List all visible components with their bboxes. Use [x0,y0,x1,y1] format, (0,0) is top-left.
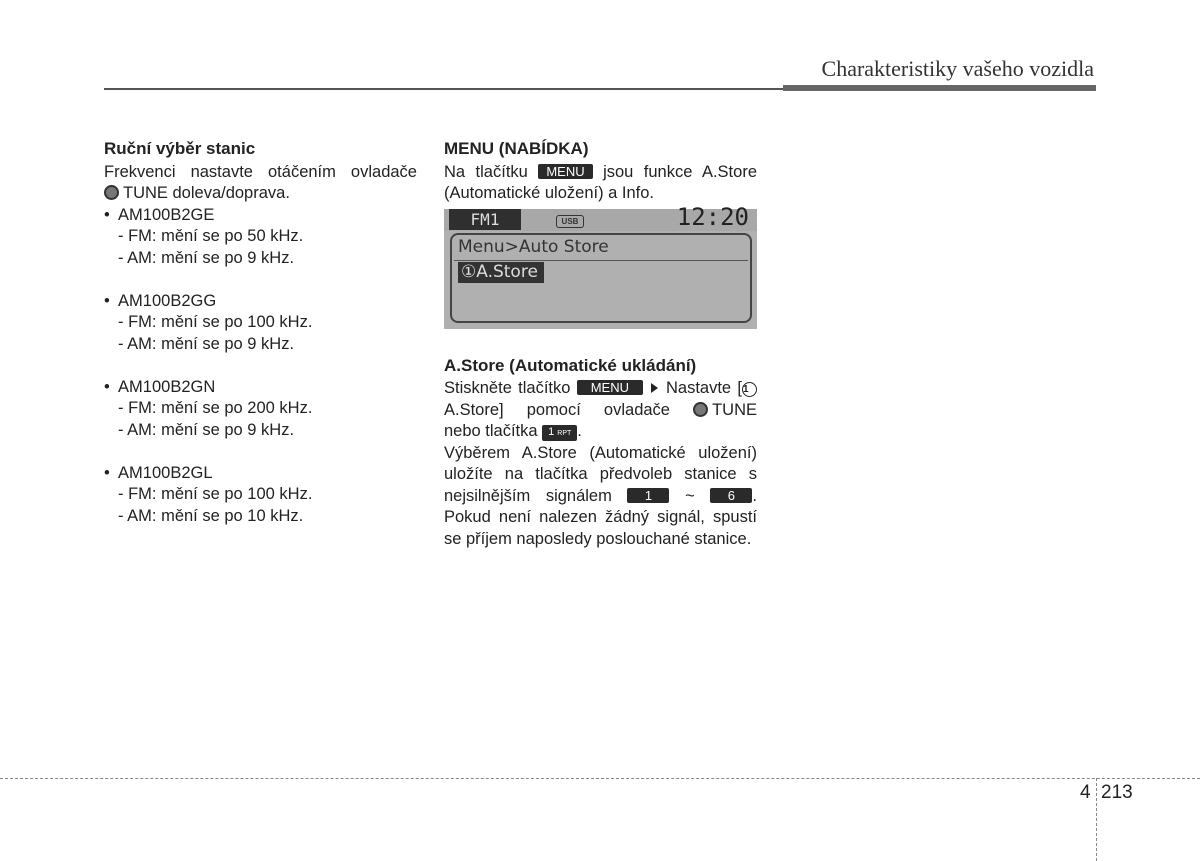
model-name: AM100B2GN [118,377,216,396]
model-item [104,205,417,227]
astore-desc-a: Výběrem A.Store (Automatické uložení) uložíte na tlačítka předvoleb stanice s nejsilnějším signálem [444,443,757,505]
model-am-step: - AM: mění se po 9 kHz. [118,334,295,353]
preset-1-button-icon: 1 [627,488,669,503]
model-fm-step: - FM: mění se po 200 kHz. [118,399,313,417]
display-menu-panel [450,233,752,323]
display-selected-item: ①A.Store [458,262,544,283]
header-title: Charakteristiky vašeho vozidla [821,56,1094,81]
left-column [104,138,417,527]
manual-tuning-heading: Ruční výběr stanic [104,139,256,158]
arrow-right-icon [651,383,658,393]
page-number: 213 [1101,782,1133,803]
model-fm-step: - FM: mění se po 50 kHz. [118,227,304,245]
menu-text-2: (Automatické uložení) a Info. [444,184,655,202]
astore-desc-b: . Pokud není nalezen žádný signál, spustí se příjem naposledy poslouchané stanice. [444,486,757,548]
astore-heading: A.Store (Automatické ukládání) [444,355,697,375]
display-menu-path: Menu>Auto Store [458,236,609,257]
astore-text-f: nebo tlačítka [444,422,538,440]
tune-knob-icon [693,402,708,417]
bullet: • [104,291,110,310]
intro-text: Frekvenci nastavte otáčením ovladače [104,162,417,181]
model-item [104,463,417,485]
rpt-num: 1 [548,426,555,438]
intro-text-2 [104,183,417,205]
menu-heading: MENU (NABÍDKA) [444,139,589,158]
header-rule-accent [783,85,1096,91]
display-divider [454,260,748,261]
bullet: • [104,463,110,482]
right-column [444,138,757,550]
rpt-label: RPT [557,430,572,437]
usb-icon: USB [556,215,584,228]
model-name: AM100B2GG [118,291,217,310]
astore-description [444,443,757,551]
menu-button-icon: MENU [538,164,592,179]
chapter-number: 4 [1080,782,1091,803]
model-name: AM100B2GE [118,205,215,224]
model-am-step: - AM: mění se po 9 kHz. [118,420,295,439]
bullet: • [104,377,110,396]
model-item [104,291,417,313]
model-fm-step: - FM: mění se po 100 kHz. [118,485,313,503]
model-am-step: - AM: mění se po 10 kHz. [118,506,304,525]
model-fm-step: - FM: mění se po 100 kHz. [118,313,313,331]
astore-text-e: TUNE [712,400,757,419]
tune-knob-icon [104,185,119,200]
tilde: ~ [685,486,695,505]
menu-text [444,162,757,184]
rpt-button-icon [542,425,577,441]
display-band: FM1 [449,209,521,230]
menu-text-after: jsou funkce A.Store [603,162,757,181]
footer-vertical-rule [1096,778,1097,861]
circled-number-icon: 1 [742,382,757,397]
astore-text-a: Stiskněte tlačítko [444,379,571,397]
astore-text-c: [ [737,379,742,397]
astore-text-b: Nastavte [665,379,732,397]
bullet: • [104,205,110,224]
astore-text-g: . [577,422,582,440]
astore-text-d: A.Store] pomocí ovladače [444,400,670,419]
preset-6-button-icon: 6 [710,488,752,503]
model-am-step: - AM: mění se po 9 kHz. [118,248,295,267]
astore-instructions [444,378,757,421]
menu-text-before: Na tlačítku [444,162,528,181]
display-clock: 12:20 [676,202,749,231]
intro-line2: TUNE doleva/doprava. [123,184,290,202]
model-item [104,377,417,399]
radio-display [444,202,757,329]
menu-button-icon: MENU [577,380,643,395]
model-name: AM100B2GL [118,463,213,482]
astore-instructions-2 [444,421,757,443]
footer-rule [0,778,1200,779]
